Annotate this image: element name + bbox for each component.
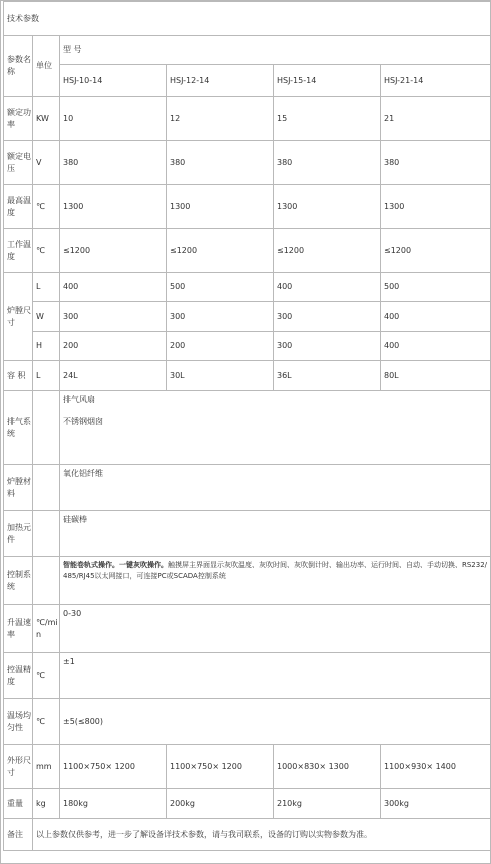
cell-value: 200: [167, 332, 274, 361]
cell-value: 380: [60, 141, 167, 185]
cell-value: 1100×750× 1200: [167, 745, 274, 789]
row-heating: [4, 511, 491, 557]
header-row-1: [4, 36, 491, 65]
row-chamber-w: [4, 302, 491, 332]
row-unit: [33, 511, 60, 557]
spec-table: [3, 1, 491, 851]
row-control: [4, 557, 491, 605]
row-unit: L: [33, 361, 60, 391]
cell-value: 200kg: [167, 789, 274, 819]
row-label: 容 积: [4, 361, 33, 391]
cell-value: 210kg: [274, 789, 381, 819]
row-rate: [4, 605, 491, 653]
row-text: 以上参数仅供参考，进一步了解设备详技术参数，请与我司联系，设备的订购以实物参数为准。: [33, 819, 491, 851]
cell-value: 1300: [381, 185, 491, 229]
row-label: 额定功率: [4, 97, 33, 141]
cell-value: 500: [167, 273, 274, 302]
header-row-2: [4, 65, 491, 97]
header-unit: 单位: [33, 36, 60, 97]
cell-value: 400: [60, 273, 167, 302]
row-unit: mm: [33, 745, 60, 789]
cell-value: 380: [381, 141, 491, 185]
cell-value: 1300: [274, 185, 381, 229]
cell-value: 30L: [167, 361, 274, 391]
title-row: [4, 2, 491, 36]
cell-value: 400: [381, 302, 491, 332]
row-label: 工作温度: [4, 229, 33, 273]
row-unit: L: [33, 273, 60, 302]
cell-value: 1100×750× 1200: [60, 745, 167, 789]
row-text: [60, 557, 491, 605]
cell-value: 300kg: [381, 789, 491, 819]
row-label: 温场均匀性: [4, 699, 33, 745]
row-label: 外形尺寸: [4, 745, 33, 789]
model-name: HSJ-10-14: [60, 65, 167, 97]
cell-value: 380: [167, 141, 274, 185]
cell-value: 24L: [60, 361, 167, 391]
row-unit: H: [33, 332, 60, 361]
row-voltage: [4, 141, 491, 185]
row-label: 加热元件: [4, 511, 33, 557]
row-unit: ℃: [33, 653, 60, 699]
header-param-name: 参数名称: [4, 36, 33, 97]
row-chamber-l: [4, 273, 491, 302]
row-label: 炉膛材料: [4, 465, 33, 511]
cell-value: 180kg: [60, 789, 167, 819]
cell-value: 380: [274, 141, 381, 185]
row-exhaust: [4, 391, 491, 465]
cell-value: 21: [381, 97, 491, 141]
row-note: [4, 819, 491, 851]
row-label: 重量: [4, 789, 33, 819]
row-unit: ℃: [33, 699, 60, 745]
exhaust-line: 排气风扇: [63, 395, 95, 404]
model-name: HSJ-12-14: [167, 65, 274, 97]
cell-value: 15: [274, 97, 381, 141]
row-label: 炉膛尺寸: [4, 273, 33, 361]
row-label: 备注: [4, 819, 33, 851]
row-text: 0-30: [60, 605, 491, 653]
model-name: HSJ-21-14: [381, 65, 491, 97]
cell-value: 80L: [381, 361, 491, 391]
row-unit: W: [33, 302, 60, 332]
row-accuracy: [4, 653, 491, 699]
cell-value: ≤1200: [274, 229, 381, 273]
cell-value: 200: [60, 332, 167, 361]
row-text: ±5(≤800): [60, 699, 491, 745]
cell-value: 36L: [274, 361, 381, 391]
row-text: [60, 391, 491, 465]
row-text: 硅碳棒: [60, 511, 491, 557]
row-unit: KW: [33, 97, 60, 141]
control-text: 触摸屏主界面显示灰吹温度、灰吹时间、灰吹倒计时、输出功率、运行时间、自动、手动切换、RS232/485/RJ45以太网接口，可连接PC或SCADA控制系统: [63, 561, 488, 580]
cell-value: 400: [274, 273, 381, 302]
row-unit: ℃: [33, 229, 60, 273]
cell-value: 1000×830× 1300: [274, 745, 381, 789]
cell-value: ≤1200: [381, 229, 491, 273]
row-unit: [33, 465, 60, 511]
row-material: [4, 465, 491, 511]
row-uniformity: [4, 699, 491, 745]
row-work-temp: [4, 229, 491, 273]
cell-value: 300: [60, 302, 167, 332]
row-unit: ℃/min: [33, 605, 60, 653]
row-unit: ℃: [33, 185, 60, 229]
header-model: 型 号: [60, 36, 491, 65]
table-title: 技术参数: [4, 2, 491, 36]
cell-value: 300: [274, 302, 381, 332]
row-label: 控温精度: [4, 653, 33, 699]
row-power: [4, 97, 491, 141]
control-bold-text: 智能卷轨式操作。一键灰吹操作。: [63, 561, 168, 569]
cell-value: 300: [167, 302, 274, 332]
row-volume: [4, 361, 491, 391]
row-unit: [33, 391, 60, 465]
cell-value: 12: [167, 97, 274, 141]
cell-value: 400: [381, 332, 491, 361]
exhaust-line: 不锈钢烟囱: [63, 417, 103, 426]
row-label: 控制系统: [4, 557, 33, 605]
cell-value: 500: [381, 273, 491, 302]
cell-value: 10: [60, 97, 167, 141]
cell-value: 1100×930× 1400: [381, 745, 491, 789]
row-dimensions: [4, 745, 491, 789]
model-name: HSJ-15-14: [274, 65, 381, 97]
row-max-temp: [4, 185, 491, 229]
cell-value: ≤1200: [60, 229, 167, 273]
row-text: ±1: [60, 653, 491, 699]
row-chamber-h: [4, 332, 491, 361]
row-unit: V: [33, 141, 60, 185]
row-unit: [33, 557, 60, 605]
cell-value: ≤1200: [167, 229, 274, 273]
row-weight: [4, 789, 491, 819]
cell-value: 1300: [167, 185, 274, 229]
row-label: 最高温度: [4, 185, 33, 229]
row-label: 额定电压: [4, 141, 33, 185]
cell-value: 1300: [60, 185, 167, 229]
cell-value: 300: [274, 332, 381, 361]
row-label: 排气系统: [4, 391, 33, 465]
row-text: 氧化铝纤维: [60, 465, 491, 511]
row-label: 升温速率: [4, 605, 33, 653]
row-unit: kg: [33, 789, 60, 819]
